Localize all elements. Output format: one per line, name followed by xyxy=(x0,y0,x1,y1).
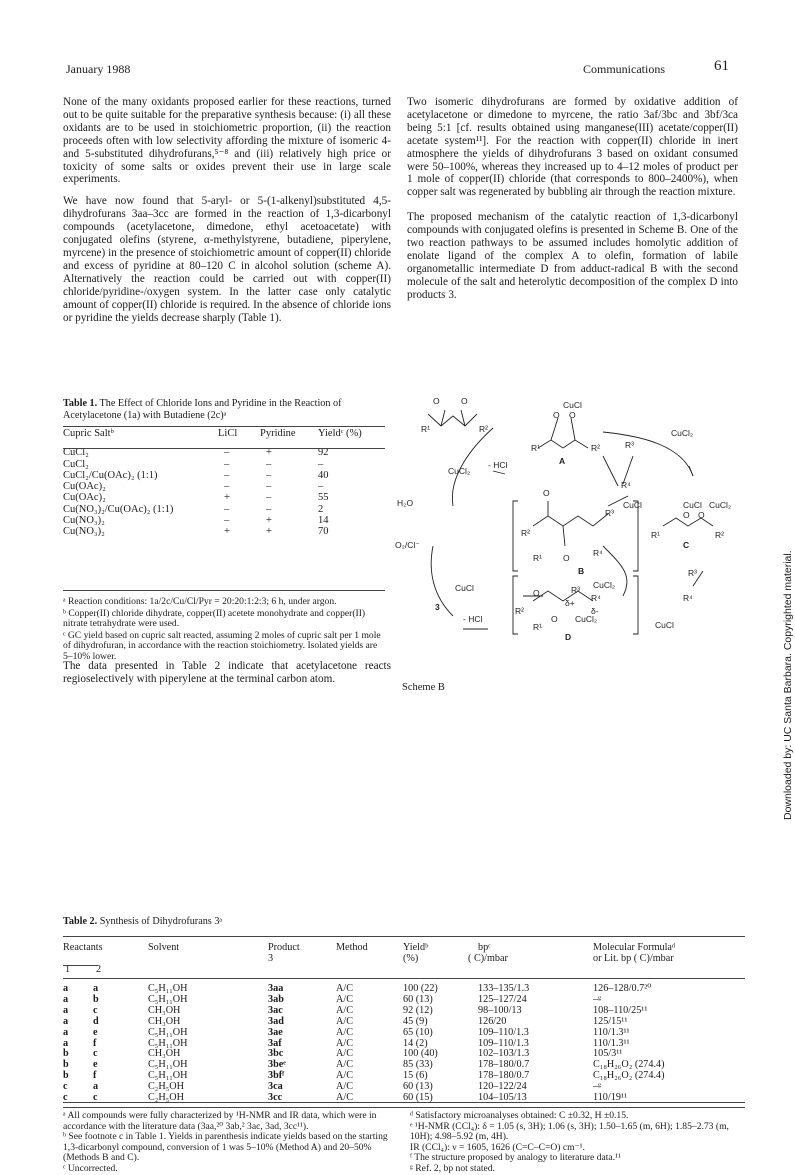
table-cell: 3bc xyxy=(268,1048,284,1060)
footnote: ᵉ ¹H-NMR (CCl₄): δ = 1.05 (s, 3H); 1.06 (s, 3H); 1.50–1.65 (m, 6H); 1.85–2.73 (m, 10H); 4.98–5.92 (m, 4H). xyxy=(410,1120,729,1143)
svg-text:D: D xyxy=(565,632,572,641)
page-number: 61 xyxy=(714,58,729,74)
table-cell: – xyxy=(224,515,230,527)
table-cell: a xyxy=(63,993,69,1005)
table-cell: + xyxy=(266,447,272,459)
footnote: IR (CCl₄): ν = 1605, 1626 (C=C–C=O) cm⁻¹. xyxy=(410,1141,585,1153)
table-cell: – xyxy=(224,469,230,481)
scheme-label: Scheme B xyxy=(402,682,445,693)
paragraph: We have now found that 5-aryl- or 5-(1-alkenyl)substituted 4,5-dihydrofurans 3aa–3cc are formed in the reaction of 1,3-dicarbonyl compounds (acetylacetone, dimedone, ethyl acetoacetate) with conjugated olefins (styrene, α-methylstyrene, butadiene, piperylene, myrcene) in the presence of stoichiometric amount of copper(II) chloride and excess of pyridine at 80–120 C in alcohol solution (scheme A). Alternatively the reaction could be carried out with copper(II) chloride/pyridine-/oxygen system. In the latter case only catalytic amount of copper(II) chloride is required. In the absence of chloride ions or pyridine the yields decrease sharply (Table 1). xyxy=(63,195,391,324)
table-cell: C₅H₁₁OH xyxy=(148,1037,188,1049)
footnote: ᶜ Uncorrected. xyxy=(63,1162,118,1174)
svg-text:O: O xyxy=(543,488,550,498)
table-row xyxy=(63,515,373,526)
table-cell: 102–103/1.3 xyxy=(478,1048,530,1060)
table-cell: a xyxy=(63,1026,69,1038)
table-cell: 110/19¹¹ xyxy=(593,1092,628,1104)
svg-text:O: O xyxy=(533,588,540,598)
table-cell: – xyxy=(224,481,230,493)
svg-text:O₂/Cl⁻: O₂/Cl⁻ xyxy=(395,540,420,550)
paragraph: The data presented in Table 2 indicate that acetylacetone reacts regioselectively with piperylene at the terminal carbon atom. xyxy=(63,660,391,685)
table-cell: 15 (6) xyxy=(403,1070,428,1082)
table2-header: Reactants 1 2 Solvent Product 3 Method Yieldᵇ (%) bpᶜ ( C)/mbar Molecular Formulaᵈ or Lit. bp ( C)/mbar xyxy=(63,942,676,975)
footnote: ᶠ The structure proposed by analogy to literature data.¹¹ xyxy=(410,1152,621,1164)
svg-text:A: A xyxy=(559,456,566,466)
table-header: Cupric Saltᵇ LiCl Pyridine Yieldᶜ (%) xyxy=(63,428,362,439)
table-cell: 109–110/1.3 xyxy=(478,1026,529,1038)
table-cell: A/C xyxy=(336,1004,353,1016)
table-cell: 98–100/13 xyxy=(478,1004,522,1016)
table-cell: –ᵍ xyxy=(593,1081,602,1093)
table-cell: b xyxy=(63,1070,69,1082)
svg-text:B: B xyxy=(578,566,585,576)
table-cell: c xyxy=(63,1081,68,1093)
svg-text:O: O xyxy=(553,410,560,420)
table-cell: C₂H₅OH xyxy=(148,1081,184,1093)
table-cell: A/C xyxy=(336,983,353,994)
table-cell: 100 (40) xyxy=(403,1048,438,1060)
table-cell: 65 (10) xyxy=(403,1026,433,1038)
svg-text:R⁴: R⁴ xyxy=(591,593,601,603)
table1-caption: Table 1. The Effect of Chloride Ions and Pyridine in the Reaction of Acetylacetone (1a) with Butadiene (2c)ᵃ xyxy=(63,398,342,421)
table2-footnotes-left xyxy=(63,1111,391,1175)
table-cell: –ᵍ xyxy=(593,993,602,1005)
table-cell: 178–180/0.7 xyxy=(478,1070,530,1082)
table-cell: 60 (13) xyxy=(403,993,433,1005)
svg-text:R²: R² xyxy=(521,528,530,538)
table-cell: 40 xyxy=(318,469,329,481)
table-cell: 104–105/13 xyxy=(478,1092,527,1104)
table-cell: 3ac xyxy=(268,1004,283,1016)
table-cell: 3ca xyxy=(268,1081,283,1093)
table-cell: A/C xyxy=(336,1081,353,1093)
table-cell: 60 (15) xyxy=(403,1092,433,1104)
svg-text:CuCl₂: CuCl₂ xyxy=(671,428,694,438)
table-cell: c xyxy=(93,1004,98,1016)
table-cell: 70 xyxy=(318,526,329,538)
table-cell: 3ad xyxy=(268,1015,284,1027)
footnote: ᵇ See footnote c in Table 1. Yields in parenthesis indicate yields based on the starting 1,3-dicarbonyl compound, conversion of 1 was 5–10% (Method A) and 20–50% (Methods B and C). xyxy=(63,1131,388,1164)
svg-text:- HCl: - HCl xyxy=(488,460,508,470)
table-cell: b xyxy=(63,1059,69,1071)
table-cell: 105/3¹¹ xyxy=(593,1048,623,1060)
table-cell: e xyxy=(93,1059,98,1071)
paragraph: None of the many oxidants proposed earlier for these reactions, turned out to be quite suitable for the preparative synthesis because: (i) all these oxidants are to be used in stoichiometric proportion, (ii) the reaction proceeds often with low selectivity affording the mixture of isomeric 4- and 5-substituted dihydrofurans,⁵⁻⁸ and (iii) relatively high price or toxicity of some salts or oxides prevent their use in large scale experiments. xyxy=(63,96,391,186)
table-cell: 60 (13) xyxy=(403,1081,433,1093)
svg-text:O: O xyxy=(461,396,468,406)
left-column xyxy=(63,96,391,333)
svg-text:δ+: δ+ xyxy=(565,598,575,608)
paragraph: The proposed mechanism of the catalytic reaction of 1,3-dicarbonyl compounds with conjugated olefins is presented in Scheme B. One of the two reaction pathways to be assumed includes homolytic addition of enolate ligand of the complex A to olefin, formation of labile organometallic intermediate D from adduct-radical B with the second molecule of the salt and heterolytic decomposition of the complex D into products 3. xyxy=(407,211,738,301)
table1-footnotes: ᵃ Reaction conditions: 1a/2c/Cu/Cl/Pyr = 20:20:1:2:3; 6 h, under argon. ᵇ Copper(II) chloride dihydrate, copper(II) acetete monohydrate and copper(II) nitrate tetrahydrate were used. ᶜ GC yield based on cupric salt reacted, assuming 2 moles of cupric salt per 1 mole of dihydrofuran, in accordance with the reaction stoichiometry. Isolated yields are 5–10% lower. xyxy=(63,596,381,662)
table-cell: 2 xyxy=(318,503,324,515)
table-cell: CuCl₂ xyxy=(63,458,89,470)
table-cell: – xyxy=(224,503,230,515)
table-cell: – xyxy=(224,447,230,459)
table-cell: 108–110/25¹¹ xyxy=(593,1004,648,1016)
table-row xyxy=(63,470,373,481)
svg-text:R¹: R¹ xyxy=(651,530,660,540)
table-cell: Cu(NO₃)₂ xyxy=(63,526,105,538)
svg-text:R⁴: R⁴ xyxy=(621,480,631,490)
table-cell: + xyxy=(224,526,230,538)
header-section: Communications xyxy=(583,62,665,76)
download-notice: Downloaded by: UC Santa Barbara. Copyrighted material. xyxy=(782,550,794,820)
table-cell: 3af xyxy=(268,1037,282,1049)
table-cell: – xyxy=(266,481,272,493)
svg-text:CuCl₂: CuCl₂ xyxy=(575,614,598,624)
table-cell: – xyxy=(266,492,272,504)
table-cell: 120–122/24 xyxy=(478,1081,527,1093)
table-cell: A/C xyxy=(336,1092,353,1104)
table-cell: CH₃OH xyxy=(148,1048,181,1060)
table-cell: 110/1.3¹¹ xyxy=(593,1026,630,1038)
table-cell: CH₃OH xyxy=(148,1015,181,1027)
footnote: ᵍ Ref. 2, bp not stated. xyxy=(410,1162,495,1174)
table-cell: A/C xyxy=(336,993,353,1005)
table-cell: 3ae xyxy=(268,1026,283,1038)
svg-text:- HCl: - HCl xyxy=(463,614,483,624)
svg-text:δ-: δ- xyxy=(591,606,599,616)
table-cell: 125–127/24 xyxy=(478,993,527,1005)
table2-caption: Table 2. Synthesis of Dihydrofurans 3ᵃ xyxy=(63,916,223,927)
table-cell: 126/20 xyxy=(478,1015,507,1027)
svg-text:H₂O: H₂O xyxy=(397,498,414,508)
svg-text:R²: R² xyxy=(515,606,524,616)
table-cell: b xyxy=(63,1048,69,1060)
table-cell: C₂H₅OH xyxy=(148,1092,184,1104)
table-cell: 3aa xyxy=(268,983,284,994)
table-cell: b xyxy=(93,993,99,1005)
svg-text:R³: R³ xyxy=(571,585,580,595)
table-cell: Cu(NO₃)₂ xyxy=(63,515,105,527)
table-cell: A/C xyxy=(336,1048,353,1060)
svg-text:O: O xyxy=(569,410,576,420)
table-cell: 14 xyxy=(318,515,329,527)
table-cell: 45 (9) xyxy=(403,1015,428,1027)
table-cell: d xyxy=(93,1015,99,1027)
table-cell: C₅H₁₁OH xyxy=(148,1070,188,1082)
table-cell: a xyxy=(93,1081,99,1093)
table-cell: A/C xyxy=(336,1015,353,1027)
table-row xyxy=(63,481,373,492)
svg-text:CuCl₂: CuCl₂ xyxy=(448,466,471,476)
table-cell: 14 (2) xyxy=(403,1037,428,1049)
table-cell: 109–110/1.3 xyxy=(478,1037,529,1049)
table-cell: C₅H₁₁OH xyxy=(148,1026,188,1038)
table-cell: 178–180/0.7 xyxy=(478,1059,530,1071)
table-cell: + xyxy=(224,492,230,504)
svg-text:R²: R² xyxy=(715,530,724,540)
table-cell: C₅H₁₁OH xyxy=(148,993,188,1005)
table-row xyxy=(63,1017,746,1028)
table-cell: a xyxy=(93,983,99,994)
table-cell: A/C xyxy=(336,1070,353,1082)
paragraph: Two isomeric dihydrofurans are formed by oxidative addition of acetylacetone or dimedone to myrcene, the ratio 3af/3bc and 3bf/3ca being 5:1 [cf. results obtained using manganese(III) acetate/copper(II) acetate system¹¹]. For the reaction with copper(II) chloride in inert atmosphere the yields of dihydrofurans 3 based on oxidant consumed were 50–100%, whereas they increased up to 4–12 moles of product per 1 mole of copper(II) chloride (that corresponds to 800–2400%), when copper salt was regenerated by bubbling air through the reaction mixture. xyxy=(407,96,738,199)
table-cell: c xyxy=(93,1048,98,1060)
table-cell: a xyxy=(63,1004,69,1016)
table-cell: 55 xyxy=(318,492,329,504)
svg-text:CuCl: CuCl xyxy=(655,620,674,630)
svg-text:C: C xyxy=(683,540,690,550)
table-row xyxy=(63,504,373,515)
footnote: ᵃ All compounds were fully characterized by ¹H-NMR and IR data, which were in accordance with the literature data (3aa,²⁰ 3ab,² 3ac, 3ad, 3cc¹¹). xyxy=(63,1110,377,1132)
svg-text:R³: R³ xyxy=(625,440,634,450)
svg-text:O: O xyxy=(698,510,705,520)
table-cell: f xyxy=(93,1070,97,1082)
table-cell: – xyxy=(318,481,324,493)
table-cell: Cu(OAc)₂ xyxy=(63,492,106,504)
svg-text:3: 3 xyxy=(435,602,440,612)
table-cell: CH₃OH xyxy=(148,1004,181,1016)
table-cell: 126–128/0.7²⁰ xyxy=(593,983,652,994)
table-cell: c xyxy=(63,1092,68,1104)
table-cell: a xyxy=(63,1037,69,1049)
svg-text:O: O xyxy=(551,614,558,624)
svg-text:R¹: R¹ xyxy=(533,622,542,632)
table-cell: Cu(OAc)₂ xyxy=(63,481,106,493)
table-cell: f xyxy=(93,1037,97,1049)
table-row xyxy=(63,526,373,537)
svg-text:R²: R² xyxy=(591,443,600,453)
table-cell: 125/15¹¹ xyxy=(593,1015,628,1027)
table-cell: C₁₈H₂₆O₂ (274.4) xyxy=(593,1059,665,1071)
table-cell: 110/1.3¹¹ xyxy=(593,1037,630,1049)
table2-footnotes-right xyxy=(410,1111,746,1175)
table-cell: + xyxy=(266,526,272,538)
svg-text:R¹: R¹ xyxy=(421,424,430,434)
table-cell: – xyxy=(224,458,230,470)
table-cell: 85 (33) xyxy=(403,1059,433,1071)
table-cell: – xyxy=(266,469,272,481)
footnote: ᵈ Satisfactory microanalyses obtained: C ±0.32, H ±0.15. xyxy=(410,1110,629,1121)
svg-text:R⁴: R⁴ xyxy=(593,548,603,558)
table-cell: e xyxy=(93,1026,98,1038)
table-cell: – xyxy=(318,458,324,470)
table-cell: 3cc xyxy=(268,1092,283,1104)
svg-text:R⁴: R⁴ xyxy=(683,593,693,603)
table-cell: a xyxy=(63,1015,69,1027)
svg-text:R¹: R¹ xyxy=(533,553,542,563)
table-cell: A/C xyxy=(336,1037,353,1049)
svg-text:R³: R³ xyxy=(688,568,697,578)
svg-text:CuCl: CuCl xyxy=(563,400,582,410)
table-cell: – xyxy=(266,503,272,515)
table-cell: + xyxy=(266,515,272,527)
table-cell: C₁₈H₂₆O₂ (274.4) xyxy=(593,1070,665,1082)
table-cell: A/C xyxy=(336,1026,353,1038)
svg-text:CuCl: CuCl xyxy=(683,500,702,510)
table-cell: CuCl₂ xyxy=(63,447,89,459)
svg-text:CuCl: CuCl xyxy=(623,500,642,510)
table-cell: 3bfᶠ xyxy=(268,1070,285,1082)
svg-text:O: O xyxy=(683,510,690,520)
svg-text:CuCl: CuCl xyxy=(455,583,474,593)
table-cell: 3ab xyxy=(268,993,284,1005)
table1 xyxy=(63,428,373,538)
table-cell: 92 (12) xyxy=(403,1004,433,1016)
table-cell: 133–135/1.3 xyxy=(478,983,530,994)
svg-text:CuCl₂: CuCl₂ xyxy=(709,500,732,510)
svg-text:CuCl₂: CuCl₂ xyxy=(593,580,616,590)
table-cell: Cu(NO₃)₂/Cu(OAc)₂ (1:1) xyxy=(63,503,174,515)
table-row xyxy=(63,492,373,503)
table-cell: CuCl₂/Cu(OAc)₂ (1:1) xyxy=(63,469,158,481)
svg-text:R³: R³ xyxy=(605,508,614,518)
table-cell: a xyxy=(63,983,69,994)
table-row xyxy=(63,1028,746,1039)
table-row xyxy=(63,459,373,470)
scheme-b-diagram xyxy=(393,396,753,641)
table-cell: C₅H₁₁OH xyxy=(148,983,188,994)
table-cell: C₅H₁₁OH xyxy=(148,1059,188,1071)
table-cell: 92 xyxy=(318,447,329,459)
table-cell: A/C xyxy=(336,1059,353,1071)
scheme-text: O xyxy=(433,396,440,406)
table-cell: 3beᵉ xyxy=(268,1059,286,1071)
svg-text:R¹: R¹ xyxy=(531,443,540,453)
svg-text:O: O xyxy=(563,553,570,563)
header-date: January 1988 xyxy=(66,62,131,76)
left-column-bottom xyxy=(63,660,391,695)
right-column xyxy=(407,96,738,311)
table-cell: – xyxy=(266,458,272,470)
svg-text:R²: R² xyxy=(479,424,488,434)
table-cell: 100 (22) xyxy=(403,983,438,994)
table-cell: c xyxy=(93,1092,98,1104)
table2 xyxy=(63,984,746,1104)
